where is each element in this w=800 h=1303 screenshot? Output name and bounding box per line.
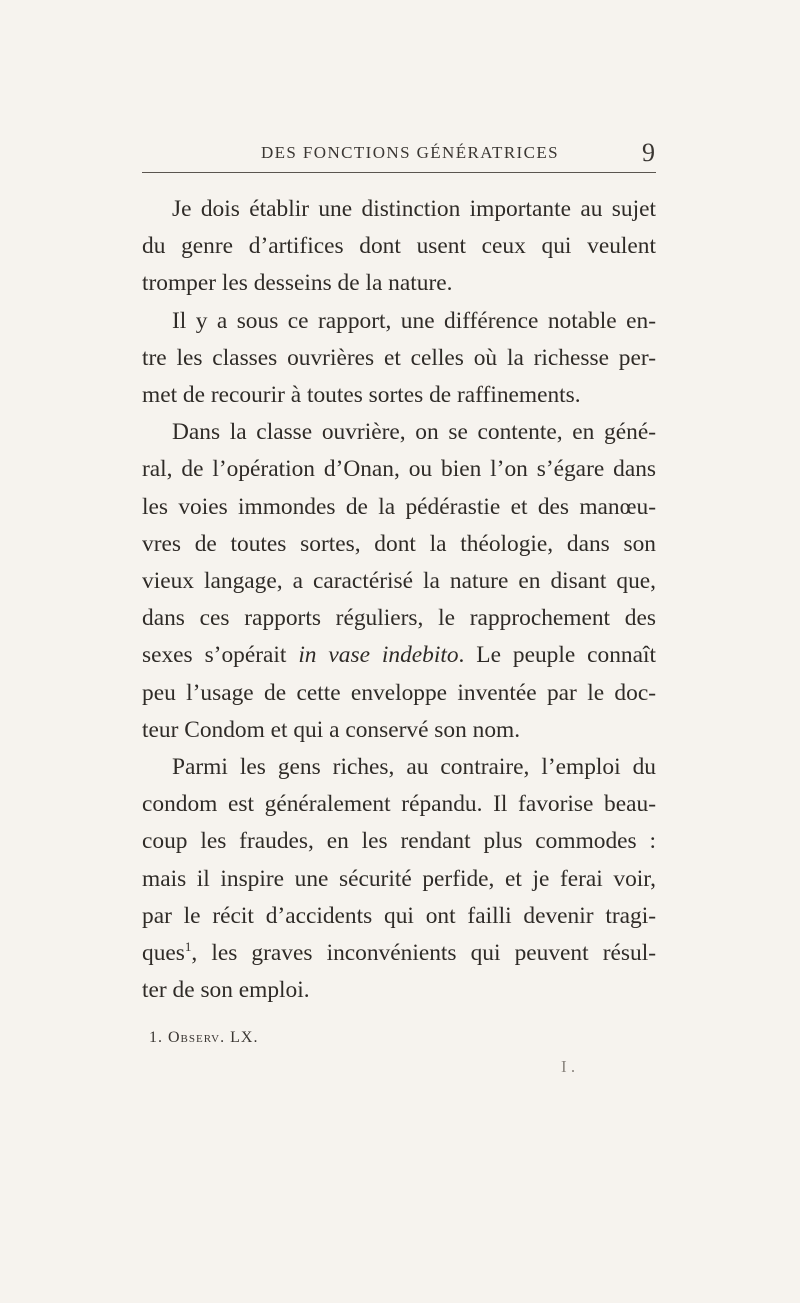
- text-line: ral, de l’opération d’Onan, ou bien l’on s’égare dans: [142, 456, 656, 483]
- text-line: mais il inspire une sécurité perfide, et je ferai voir,: [142, 865, 656, 892]
- text-segment: , les graves inconvénients qui peuvent résul-: [191, 940, 656, 967]
- text-line-with-italic: [142, 637, 656, 674]
- running-title: DES FONCTIONS GÉNÉRATRICES: [260, 143, 560, 162]
- text-line-with-footnote: [142, 935, 656, 972]
- text-line: peu l’usage de cette enveloppe inventée par le doc-: [142, 679, 656, 706]
- stray-mark: I .: [561, 1057, 576, 1076]
- text-segment: sexes s’opérait: [142, 642, 299, 669]
- text-segment: . Le peuple connaît: [458, 642, 656, 669]
- header-rule: [142, 172, 656, 173]
- text-line: vres de toutes sortes, dont la théologie, dans son: [142, 530, 656, 557]
- text-segment: ques: [142, 940, 185, 967]
- text-line: Dans la classe ouvrière, on se contente, en géné-: [172, 419, 656, 446]
- text-line: ter de son emploi.: [142, 977, 310, 1004]
- text-line: condom est généralement répandu. Il favorise beau-: [142, 791, 656, 818]
- text-line: tromper les desseins de la nature.: [142, 270, 453, 297]
- footnote-reference[interactable]: 1: [184, 939, 192, 955]
- latin-phrase: in vase indebito: [298, 642, 459, 669]
- text-line: coup les fraudes, en les rendant plus commodes :: [142, 828, 656, 855]
- text-line: par le récit d’accidents qui ont failli devenir tragi-: [142, 902, 656, 929]
- footnote-text: Observ. LX.: [168, 1029, 259, 1046]
- text-line: les voies immondes de la pédérastie et des manœu-: [142, 493, 656, 520]
- text-line: vieux langage, a caractérisé la nature en disant que,: [142, 568, 656, 595]
- text-line: Il y a sous ce rapport, une différence notable en-: [172, 307, 656, 334]
- text-line: teur Condom et qui a conservé son nom.: [142, 716, 521, 743]
- text-line: tre les classes ouvrières et celles où la richesse per-: [142, 344, 656, 371]
- footnote: [149, 1029, 258, 1047]
- footnote-number: 1.: [149, 1029, 163, 1046]
- text-line: dans ces rapports réguliers, le rapprochement des: [142, 605, 656, 632]
- text-line: Je dois établir une distinction importante au sujet: [172, 196, 656, 222]
- text-line: met de recourir à toutes sortes de raffinements.: [142, 382, 581, 409]
- text-line: Parmi les gens riches, au contraire, l’emploi du: [172, 754, 656, 781]
- page-number: 9: [642, 138, 655, 167]
- body-text: [142, 191, 656, 1009]
- text-line: du genre d’artifices dont usent ceux qui veulent: [142, 233, 656, 260]
